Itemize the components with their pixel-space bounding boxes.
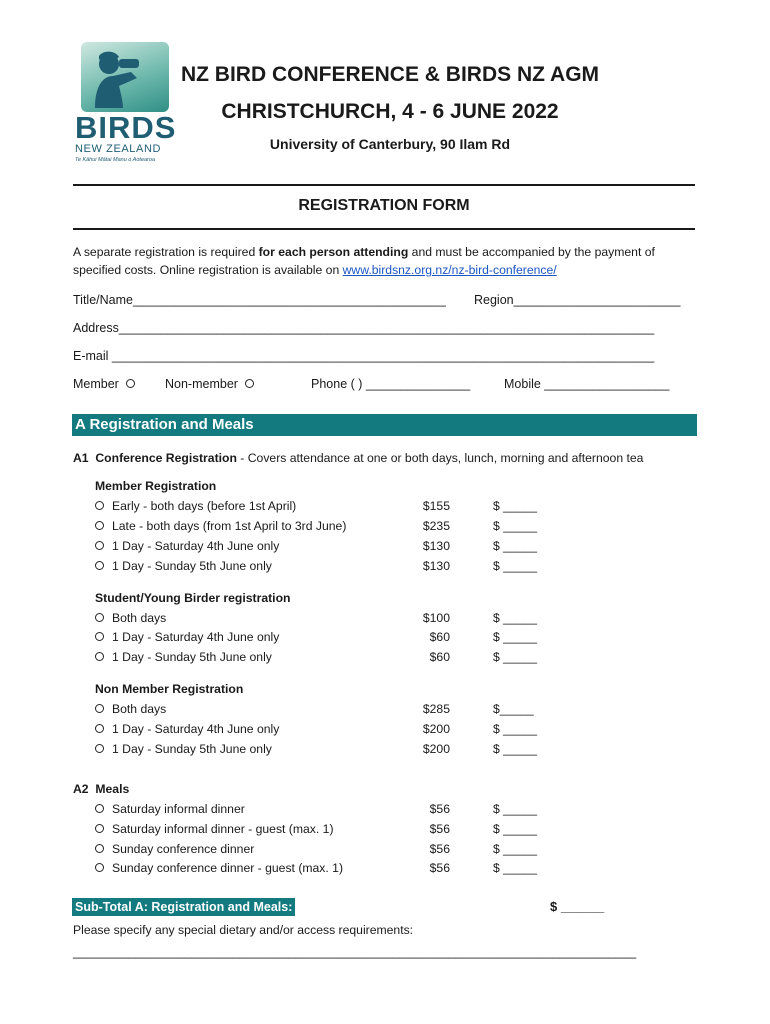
amount-field[interactable]: $_____ xyxy=(493,702,534,716)
radio-circle[interactable] xyxy=(95,844,104,853)
option-member-saturday[interactable]: 1 Day - Saturday 4th June only xyxy=(95,539,279,553)
amount-field[interactable]: $ _____ xyxy=(493,630,538,644)
conference-venue: University of Canterbury, 90 Ilam Rd xyxy=(269,136,511,152)
price: $130 xyxy=(422,539,450,553)
radio-circle[interactable] xyxy=(95,613,104,622)
price: $60 xyxy=(429,630,450,644)
price: $200 xyxy=(422,742,450,756)
title-name-field[interactable]: Title/Name_____________________________________________ xyxy=(73,293,446,307)
conference-link[interactable]: www.birdsnz.org.nz/nz-bird-conference/ xyxy=(342,263,557,277)
amount-field[interactable]: $ _____ xyxy=(493,802,538,816)
intro-paragraph: A separate registration is required for each person attending and must be accompanied by the payment of specified costs. Online registration is available on www.birdsnz.org.nz/nz-bird-conference/ xyxy=(73,245,655,277)
radio-circle[interactable] xyxy=(95,744,104,753)
divider-top xyxy=(73,184,695,186)
price: $130 xyxy=(422,559,450,573)
price: $56 xyxy=(429,842,450,856)
a2-heading: A2 Meals xyxy=(73,782,130,796)
option-meal-sat-guest[interactable]: Saturday informal dinner - guest (max. 1) xyxy=(95,822,334,836)
birder-silhouette-icon xyxy=(85,48,155,108)
amount-field[interactable]: $ _____ xyxy=(493,650,538,664)
price: $60 xyxy=(429,650,450,664)
logo-wordmark: BIRDS xyxy=(75,110,177,145)
member-option[interactable] xyxy=(73,377,135,391)
radio-circle[interactable] xyxy=(95,804,104,813)
option-member-sunday[interactable]: 1 Day - Sunday 5th June only xyxy=(95,559,272,573)
logo-tagline: Te Kāhui Mātai Manu o Aotearoa xyxy=(75,157,156,163)
amount-field[interactable]: $ _____ xyxy=(493,559,538,573)
radio-circle[interactable] xyxy=(95,724,104,733)
dietary-prompt: Please specify any special dietary and/or access requirements: xyxy=(73,923,414,937)
member-radio[interactable] xyxy=(126,379,135,388)
conference-title: NZ BIRD CONFERENCE & BIRDS NZ AGM xyxy=(180,63,600,86)
student-registration-heading: Student/Young Birder registration xyxy=(95,591,291,605)
option-meal-sun-guest[interactable]: Sunday conference dinner - guest (max. 1) xyxy=(95,861,343,875)
amount-field[interactable]: $ _____ xyxy=(493,842,538,856)
phone-field[interactable]: Phone ( ) _______________ xyxy=(311,377,471,391)
amount-field[interactable]: $ _____ xyxy=(493,519,538,533)
amount-field[interactable]: $ _____ xyxy=(493,822,538,836)
radio-circle[interactable] xyxy=(95,824,104,833)
option-nonmember-sunday[interactable]: 1 Day - Sunday 5th June only xyxy=(95,742,272,756)
non-member-registration-heading: Non Member Registration xyxy=(95,682,244,696)
radio-circle[interactable] xyxy=(95,652,104,661)
region-field[interactable]: Region________________________ xyxy=(474,293,681,307)
amount-field[interactable]: $ _____ xyxy=(493,539,538,553)
amount-field[interactable]: $ _____ xyxy=(493,499,538,513)
logo-subtitle: NEW ZEALAND xyxy=(75,143,162,155)
conference-location-date: CHRISTCHURCH, 4 - 6 JUNE 2022 xyxy=(221,100,559,123)
price: $56 xyxy=(429,822,450,836)
non-member-label: Non-member xyxy=(165,377,238,391)
option-student-sunday[interactable]: 1 Day - Sunday 5th June only xyxy=(95,650,272,664)
section-a-header: A Registration and Meals xyxy=(72,414,697,436)
option-nonmember-both[interactable]: Both days xyxy=(95,702,166,716)
price: $56 xyxy=(429,861,450,875)
subtotal-label: Sub-Total A: Registration and Meals: xyxy=(72,898,295,916)
option-meal-sat-dinner[interactable]: Saturday informal dinner xyxy=(95,802,245,816)
option-member-late[interactable]: Late - both days (from 1st April to 3rd June) xyxy=(95,519,346,533)
amount-field[interactable]: $ _____ xyxy=(493,742,538,756)
radio-circle[interactable] xyxy=(95,863,104,872)
form-title: REGISTRATION FORM xyxy=(298,197,470,214)
price: $56 xyxy=(429,802,450,816)
radio-circle[interactable] xyxy=(95,521,104,530)
radio-circle[interactable] xyxy=(95,501,104,510)
option-member-early[interactable]: Early - both days (before 1st April) xyxy=(95,499,296,513)
price: $100 xyxy=(422,611,450,625)
email-field[interactable]: E-mail ______________________________________________________________________________ xyxy=(73,349,655,363)
radio-circle[interactable] xyxy=(95,561,104,570)
price: $200 xyxy=(422,722,450,736)
member-label: Member xyxy=(73,377,119,391)
radio-circle[interactable] xyxy=(95,704,104,713)
price: $285 xyxy=(422,702,450,716)
radio-circle[interactable] xyxy=(95,632,104,641)
option-nonmember-saturday[interactable]: 1 Day - Saturday 4th June only xyxy=(95,722,279,736)
address-field[interactable]: Address_____________________________________________________________________________ xyxy=(73,321,655,335)
non-member-option[interactable] xyxy=(165,377,254,391)
price: $235 xyxy=(422,519,450,533)
amount-field[interactable]: $ _____ xyxy=(493,861,538,875)
option-student-both[interactable]: Both days xyxy=(95,611,166,625)
divider-bottom xyxy=(73,228,695,230)
radio-circle[interactable] xyxy=(95,541,104,550)
option-student-saturday[interactable]: 1 Day - Saturday 4th June only xyxy=(95,630,279,644)
subtotal-amount-field[interactable]: $ ______ xyxy=(550,899,605,914)
member-registration-heading: Member Registration xyxy=(95,479,217,493)
dietary-field[interactable]: _________________________________________________________________________________ xyxy=(73,945,637,959)
price: $155 xyxy=(422,499,450,513)
a1-heading: A1 Conference Registration - Covers attendance at one or both days, lunch, morning and afternoon tea xyxy=(73,451,644,465)
option-meal-sun-dinner[interactable]: Sunday conference dinner xyxy=(95,842,254,856)
mobile-field[interactable]: Mobile __________________ xyxy=(504,377,670,391)
non-member-radio[interactable] xyxy=(245,379,254,388)
amount-field[interactable]: $ _____ xyxy=(493,722,538,736)
amount-field[interactable]: $ _____ xyxy=(493,611,538,625)
